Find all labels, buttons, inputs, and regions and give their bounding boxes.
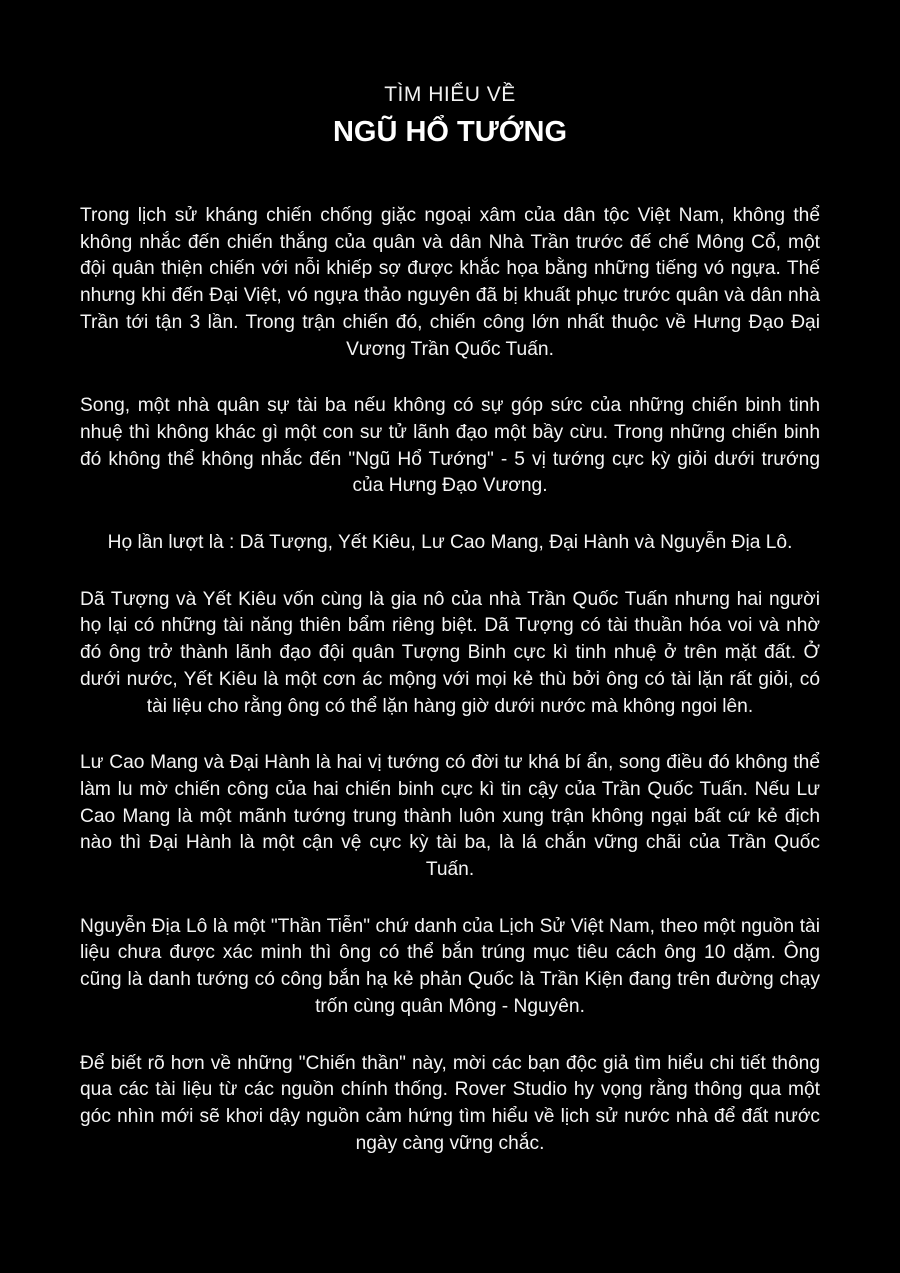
paragraph-intro: Trong lịch sử kháng chiến chống giặc ngoại xâm của dân tộc Việt Nam, không thể không nhắc đến chiến thắng của quân và dân Nhà Trần trước đế chế Mông Cổ, một đội quân thiện chiến với nỗi khiếp sợ được khắc họa bằng những tiếng vó ngựa. Thế nhưng khi đến Đại Việt, vó ngựa thảo nguyên đã bị khuất phục trước quân và dân nhà Trần tới tận 3 lần. Trong trận chiến đó, chiến công lớn nhất thuộc về Hưng Đạo Đại Vương Trần Quốc Tuấn. — [80, 205, 820, 360]
paragraph-generals-intro: Song, một nhà quân sự tài ba nếu không có sự góp sức của những chiến binh tinh nhuệ thì không khác gì một con sư tử lãnh đạo một bầy cừu. Trong những chiến binh đó không thể không nhắc đến "Ngũ Hổ Tướng" - 5 vị tướng cực kỳ giỏi dưới trướng của Hưng Đạo Vương. — [80, 395, 820, 497]
paragraph-lu-cao-mang-dai-hanh: Lư Cao Mang và Đại Hành là hai vị tướng có đời tư khá bí ẩn, song điều đó không thể làm lu mờ chiến công của hai chiến binh cực kì tin cậy của Trần Quốc Tuấn. Nếu Lư Cao Mang là một mãnh tướng trung thành luôn xung trận không ngại bất cứ kẻ địch nào thì Đại Hành là một cận vệ cực kỳ tài ba, là lá chắn vững chãi của Trần Quốc Tuấn. — [80, 752, 820, 881]
paragraph-nguyen-dia-lo: Nguyễn Địa Lô là một "Thần Tiễn" chứ danh của Lịch Sử Việt Nam, theo một nguồn tài liệu chưa được xác minh thì ông có thể bắn trúng mục tiêu cách ông 10 dặm. Ông cũng là danh tướng có công bắn hạ kẻ phản Quốc là Trần Kiện đang trên đường chạy trốn cùng quân Mông - Nguyên. — [80, 915, 820, 1017]
paragraph-names: Họ lần lượt là : Dã Tượng, Yết Kiêu, Lư Cao Mang, Đại Hành và Nguyễn Địa Lô. — [107, 532, 793, 554]
document-body — [80, 203, 820, 1187]
paragraph-closing: Để biết rõ hơn về những "Chiến thần" này, mời các bạn độc giả tìm hiểu chi tiết thông qua các tài liệu từ các nguồn chính thống. Rover Studio hy vọng rằng thông qua một góc nhìn mới sẽ khơi dậy nguồn cảm hứng tìm hiểu về lịch sử nước nhà để đất nước ngày càng vững chắc. — [80, 1052, 820, 1154]
document-header — [0, 80, 900, 152]
paragraph-da-tuong-yet-kieu: Dã Tượng và Yết Kiêu vốn cùng là gia nô của nhà Trần Quốc Tuấn nhưng hai người họ lại có những tài năng thiên bẩm riêng biệt. Dã Tượng có tài thuần hóa voi và nhờ đó ông trở thành lãnh đạo đội quân Tượng Binh cực kì tinh nhuệ ở trên mặt đất. Ở dưới nước, Yết Kiêu là một cơn ác mộng với mọi kẻ thù bởi ông có tài lặn rất giỏi, có tài liệu cho rằng ông có thể lặn hàng giờ dưới nước mà không ngoi lên. — [80, 588, 820, 717]
document-title: NGŨ HỔ TƯỚNG — [332, 116, 568, 148]
document-subtitle: TÌM HIỂU VỀ — [384, 83, 516, 106]
